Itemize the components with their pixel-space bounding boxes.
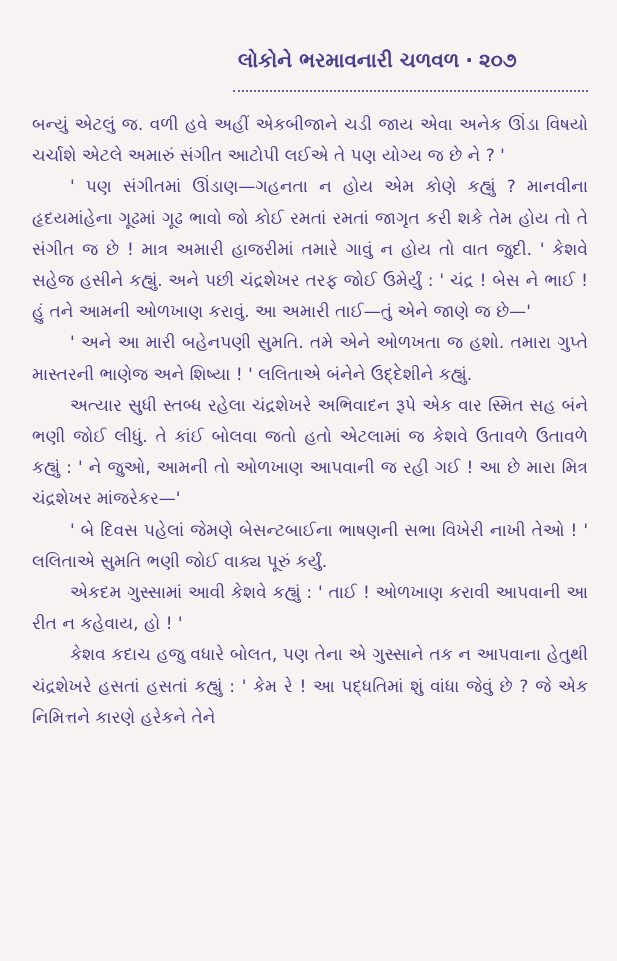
paragraph-6: એકદમ ગુસ્સામાં આવી કેશવે કહ્યું : ' તાઈ ! ઓળખાણ કરાવી આપવાની આ રીત ન કહેવાય, હો ! ' [32, 583, 588, 635]
paragraph-2: ' પણ સંગીતમાં ઊંડાણ—ગહનતા ન હોય એમ કોણે કહ્યું ? માનવીના હૃદયમાંહેના ગૂઢમાં ગૂઢ ભાવો જો કોઈ રમતાં રમતાં જાગૃત કરી શકે તેમ હોય તો તે સંગીત જ છે ! માત્ર અમારી હાજરીમાં તમારે ગાવું ન હોય તો વાત જુદી. ' કેશવે સહેજ હસીને કહ્યું. અને પછી ચંદ્રશેખર તરફ જોઈ ઉમેર્યું : ' ચંદ્ર ! બેસ ને ભાઈ ! હું તને આમની ઓળખાણ કરાવું. આ અમારી તાઈ—તું એને જાણે જ છે—' [32, 177, 588, 323]
paragraph-1: બન્યું એટલું જ. વળી હવે અહીં એકબીજાને ચડી જાય એવા અનેક ઊંડા વિષયો ચર્ચાશે એટલે અમારું સંગીત આટોપી લઈએ તે પણ યોગ્ય જ છે ને ? ' [32, 115, 588, 167]
paragraph-5: ' બે દિવસ પહેલાં જેમણે બેસન્ટબાઈના ભાષણની સભા વિખેરી નાખી તેઓ ! ' લલિતાએ સુમતિ ભણી જોઈ વાક્ય પૂરું કર્યું. [32, 520, 588, 572]
running-header [238, 48, 583, 88]
page-body [32, 110, 588, 940]
running-title: લોકોને ભરમાવનારી ચળવળ [238, 48, 460, 72]
page-number: ૨૦૭ [479, 48, 517, 72]
paragraph-3: ' અને આ મારી બહેનપણી સુમતિ. તમે એને ઓળખતા જ હશો. તમારા ગુપ્તે માસ્તરની ભાણેજ અને શિષ્યા ! ' લલિતાએ બંનેને ઉદ્દેશીને કહ્યું. [32, 333, 588, 385]
header-separator: · [465, 48, 474, 72]
paragraph-4: અત્યાર સુધી સ્તબ્ધ રહેલા ચંદ્રશેખરે અભિવાદન રૂપે એક વાર સ્મિત સહ બંને ભણી જોઈ લીધું. તે કાંઈ બોલવા જતો હતો એટલામાં જ કેશવે ઉતાવળે ઉતાવળે કહ્યું : ' ને જુઓ, આમની તો ઓળખાણ આપવાની જ રહી ગઈ ! આ છે મારા મિત્ર ચંદ્રશેખર માંજરેકર—' [32, 395, 588, 510]
header-underline [233, 86, 588, 92]
paragraph-7: કેશવ કદાચ હજુ વધારે બોલત, પણ તેના એ ગુસ્સાને તક ન આપવાના હેતુથી ચંદ્રશેખરે હસતાં હસતાં કહ્યું : ' કેમ રે ! આ પદ્ધતિમાં શું વાંધા જેવું છે ? જે એક નિમિત્તને કારણે હરેકને તેને [32, 645, 588, 728]
